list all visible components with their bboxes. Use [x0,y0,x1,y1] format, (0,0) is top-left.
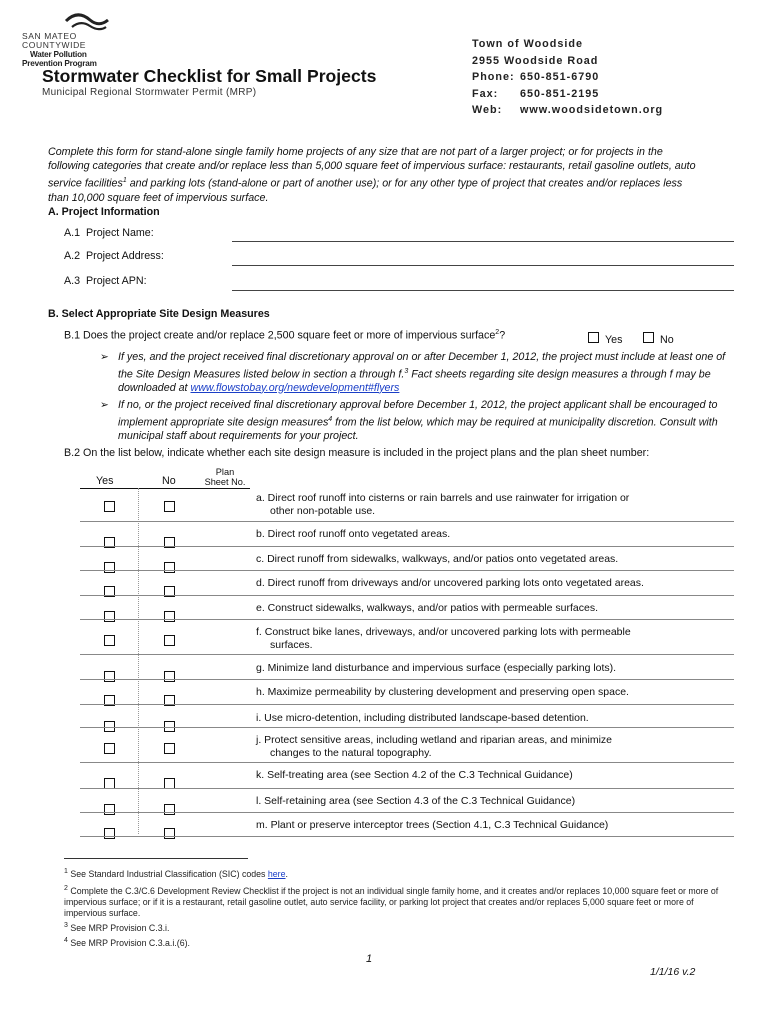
field-label: Project Name: [86,227,154,239]
b1-question-text: B.1 Does the project create and/or replace 2,500 square feet or more of impervious surface [64,329,496,342]
footnote-3 [64,920,724,934]
table-header-rule [80,488,250,489]
row-plan-sheet-input[interactable] [196,773,246,787]
b1-yes-checkbox[interactable] [588,332,599,343]
row-rule [80,546,734,547]
b1-yes-instruction [100,351,726,395]
b1-question [64,329,505,342]
row-rule [80,812,734,813]
footnote-1-text: See Standard Industrial Classification (SIC) codes [67,868,268,879]
row-yes-checkbox[interactable] [104,804,115,815]
row-rule [80,788,734,789]
row-plan-sheet-input[interactable] [196,690,246,704]
row-measure-text: l. Self-retaining area (see Section 4.3 of the C.3 Technical Guidance) [256,795,576,807]
row-measure-text: h. Maximize permeability by clustering development and preserving open space. [256,686,629,698]
row-yes-checkbox[interactable] [104,611,115,622]
phone-label: Phone: [472,71,515,84]
b1-no-checkbox[interactable] [643,332,654,343]
bullet2-footnote-ref: 4 [328,415,333,423]
row-measure-text: g. Minimize land disturbance and impervious surface (especially parking lots). [256,662,617,674]
intro-text-2: and parking lots (stand-alone or part of another use); or for any other type of project that creates and/or replaces less than 10,000 square feet of impervious surface. [48,177,683,204]
project-address-input[interactable] [232,265,734,266]
contact-town: Town of Woodside [472,38,583,50]
col-header-yes: Yes [96,475,114,487]
row-measure-text: j. Protect sensitive areas, including wetland and riparian areas, and minimize [256,734,613,746]
row-measure-text: i. Use micro-detention, including distributed landscape-based detention. [256,712,589,724]
row-rule [80,704,734,705]
row-rule [80,727,734,728]
col-header-plan-sheet [200,468,250,487]
section-b-heading: B. Select Appropriate Site Design Measures [48,308,270,320]
sic-codes-link[interactable]: here [267,868,286,879]
field-num: A.1 [64,227,81,239]
table-row [256,795,726,808]
row-measure-text: f. Construct bike lanes, driveways, and/or uncovered parking lots with permeable [256,626,631,638]
bullet2-text-a: If no, or the project received final discretionary approval before December 1, 2012, the project applicant shall be encouraged to implement appropriate site design measures [118,399,718,429]
program-logo [22,14,142,69]
b1-no-instruction [100,399,726,443]
project-apn-input[interactable] [232,290,734,291]
row-measure-text-cont: changes to the natural topography. [270,747,432,760]
fax-label: Fax: [472,87,499,100]
row-no-checkbox[interactable] [164,501,175,512]
row-measure-text: e. Construct sidewalks, walkways, and/or patios with permeable surfaces. [256,602,598,614]
row-measure-text: c. Direct runoff from sidewalks, walkways, and/or patios onto vegetated areas. [256,553,619,565]
row-no-checkbox[interactable] [164,804,175,815]
project-name-input[interactable] [232,241,734,242]
row-plan-sheet-input[interactable] [196,606,246,620]
col-header-sheet-no: Sheet No. [204,476,246,487]
row-no-checkbox[interactable] [164,743,175,754]
row-measure-text: m. Plant or preserve interceptor trees (Section 4.1, C.3 Technical Guidance) [256,819,609,831]
footnote-separator [64,858,248,859]
table-row [256,528,726,541]
table-row [256,602,726,615]
field-label: Project Address: [86,250,164,262]
row-plan-sheet-input[interactable] [196,532,246,546]
web-value: www.woodsidetown.org [520,104,664,117]
row-rule [80,654,734,655]
b1-question-mark: ? [499,329,506,342]
col-header-no: No [162,475,176,487]
footnote-4-text: See MRP Provision C.3.a.i.(6). [67,937,190,948]
table-row [256,769,726,782]
intro-footnote-ref: 1 [122,176,127,184]
table-row [256,686,726,699]
b1-yes-label: Yes [605,334,623,346]
footnote-4 [64,935,724,949]
field-label: Project APN: [86,275,147,287]
page-number: 1 [366,953,373,965]
row-plan-sheet-input[interactable] [196,738,246,752]
row-measure-text: k. Self-treating area (see Section 4.2 of the C.3 Technical Guidance) [256,769,573,781]
row-yes-checkbox[interactable] [104,635,115,646]
field-num: A.3 [64,275,81,287]
arrow-bullet-icon: ➢ [100,351,109,363]
web-label: Web: [472,104,503,117]
b2-instruction: B.2 On the list below, indicate whether each site design measure is included in the project plans and the plan sheet number: [64,447,650,459]
intro-text-1: Complete this form for stand-alone single family home projects of any size that are not part of a larger project; or for projects in the following categories that create and/or replace less than 5,000 square feet of impervious surface: restaurants, retail gasoline outlets, auto service facilities [48,146,696,190]
table-row [256,662,726,675]
page-subtitle: Municipal Regional Stormwater Permit (MRP) [42,87,257,98]
logo-org: SAN MATEO COUNTYWIDE [22,31,87,50]
row-measure-text: d. Direct runoff from driveways and/or uncovered parking lots onto vegetated areas. [256,577,644,589]
row-measure-text-cont: surfaces. [270,639,313,652]
b1-footnote-ref: 2 [495,329,500,336]
row-plan-sheet-input[interactable] [196,823,246,837]
row-measure-text: b. Direct roof runoff onto vegetated areas. [256,528,451,540]
fact-sheets-link[interactable]: www.flowstobay.org/newdevelopment#flyers [190,381,400,394]
contact-address: 2955 Woodside Road [472,54,599,67]
fax-value: 650-851-2195 [520,87,600,100]
bullet1-text-b: Fact sheets regarding site design measures a through f may be downloaded at [118,368,711,394]
bullet1-text-a: If yes, and the project received final discretionary approval on or after December 1, 2012, the project must include at least one of the Site Design Measures listed below in section a through f. [118,351,726,381]
table-row [256,577,726,590]
row-yes-checkbox[interactable] [104,743,115,754]
row-measure-text: a. Direct roof runoff into cisterns or rain barrels and use rainwater for irrigation or [256,492,630,504]
field-project-name-label [64,227,154,239]
logo-program-line2: Prevention Program [22,59,97,69]
b1-no-label: No [660,334,674,346]
footnote-2 [64,883,724,919]
contact-web [472,102,663,119]
footnotes [64,866,724,949]
contact-phone [472,69,663,86]
contact-block [472,36,663,119]
table-row [256,492,726,519]
row-plan-sheet-input[interactable] [196,557,246,571]
intro-paragraph [48,145,704,205]
table-row [256,553,726,566]
page-title: Stormwater Checklist for Small Projects [42,66,377,86]
row-yes-checkbox[interactable] [104,671,115,682]
bullet2-text-b: from the list below, which may be required at municipality discretion. Consult with municipal staff about requirements for your project. [118,416,718,442]
table-row [256,626,726,653]
row-rule [80,762,734,763]
water-wave-icon [62,12,110,32]
row-plan-sheet-input[interactable] [196,799,246,813]
footnote-1: $^1$ See Standard Industrial Classification (SIC) codes here. [64,868,288,879]
column-divider [138,488,139,834]
row-rule [80,619,734,620]
b1-yes-option[interactable] [588,330,622,348]
row-rule [80,836,734,837]
footnote-1-num: 1 [64,868,68,875]
field-project-address-label [64,250,164,262]
row-rule [80,570,734,571]
field-num: A.2 [64,250,81,262]
row-no-checkbox[interactable] [164,828,175,839]
footnote-4-num: 4 [64,936,68,944]
col-header-plan: Plan [215,467,235,477]
row-plan-sheet-input[interactable] [196,666,246,680]
b1-no-option[interactable] [643,330,674,348]
contact-fax [472,86,663,103]
row-rule [80,521,734,522]
row-no-checkbox[interactable] [164,611,175,622]
footnote-3-num: 3 [64,921,68,929]
row-yes-checkbox[interactable] [104,828,115,839]
field-project-apn-label [64,275,147,287]
logo-program-line1: Water Pollution [30,50,87,59]
version-label: 1/1/16 v.2 [650,966,696,978]
row-no-checkbox[interactable] [164,671,175,682]
row-rule [80,595,734,596]
footnote-2-num: 2 [64,884,68,892]
phone-value: 650-851-6790 [520,71,600,84]
row-no-checkbox[interactable] [164,635,175,646]
row-yes-checkbox[interactable] [104,562,115,573]
row-plan-sheet-input[interactable] [196,581,246,595]
row-plan-sheet-input[interactable] [196,630,246,644]
footnote-2-text: Complete the C.3/C.6 Development Review Checklist if the project is not an individual single family home, and it creates and/or replaces 10,000 square feet or more of impervious surface; or if it is a restaurant, retail gasoline outlet, auto service facility, or parking lot project that creates and/or replaces 5,000 square feet or more of impervious surface. [64,885,719,918]
arrow-bullet-icon: ➢ [100,399,109,411]
row-plan-sheet-input[interactable] [196,496,246,510]
footnote-3-text: See MRP Provision C.3.i. [67,922,170,933]
row-yes-checkbox[interactable] [104,501,115,512]
table-row [256,819,726,832]
bullet1-footnote-ref: 3 [404,367,409,375]
row-no-checkbox[interactable] [164,562,175,573]
row-rule [80,679,734,680]
table-row [256,712,726,725]
section-a-heading: A. Project Information [48,206,160,218]
table-row [256,734,726,761]
row-measure-text-cont: other non-potable use. [270,505,376,518]
